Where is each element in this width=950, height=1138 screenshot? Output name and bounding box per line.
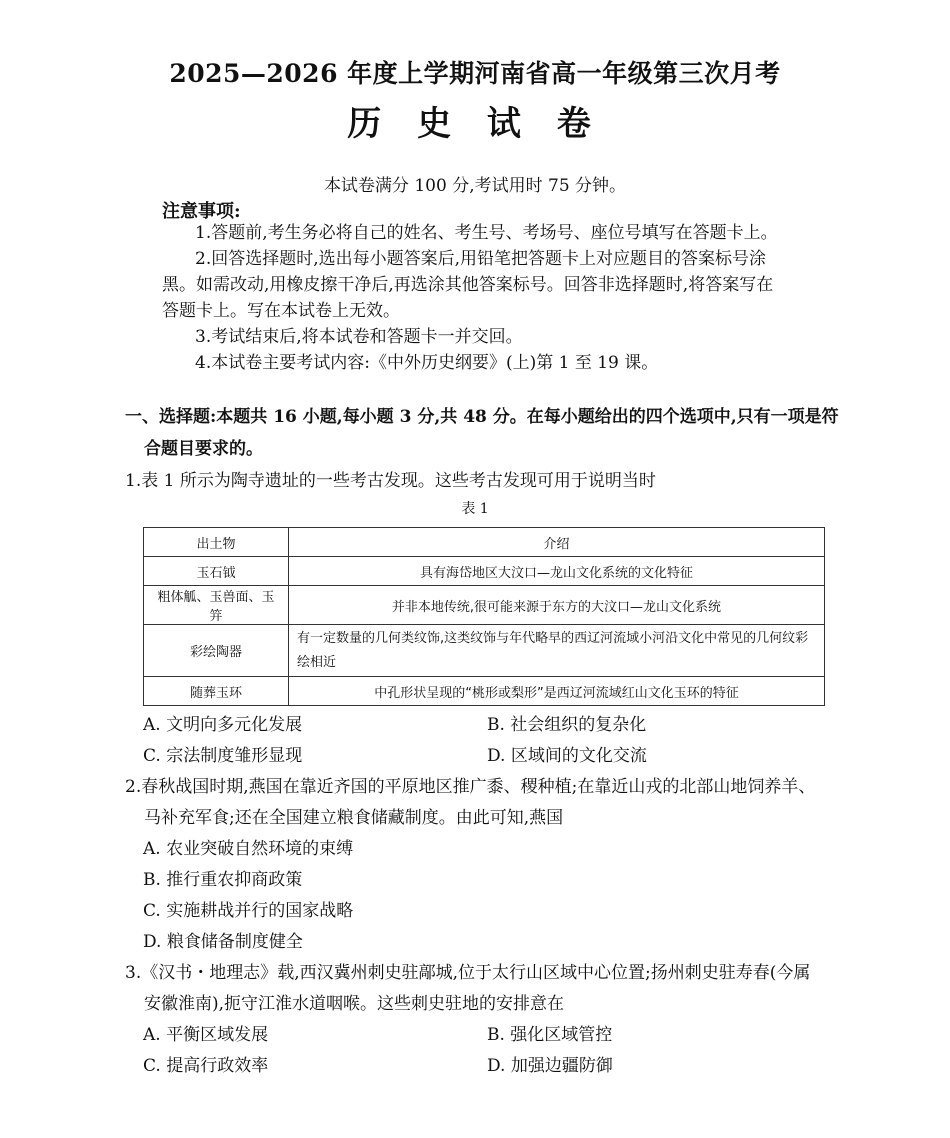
section-heading-line-2: 合题目要求的。 <box>144 439 263 459</box>
table-cell: 随葬玉环 <box>144 677 289 706</box>
table-row <box>144 625 825 677</box>
exam-meta: 本试卷满分 100 分,考试用时 75 分钟。 <box>323 176 627 196</box>
table-cell: 有一定数量的几何类纹饰,这类纹饰与年代略早的西辽河流域小河沿文化中常见的几何纹彩绘相近 <box>289 625 825 677</box>
table-row <box>144 586 825 625</box>
q1-option-a: A. 文明向多元化发展 <box>143 715 303 735</box>
q3-option-b: B. 强化区域管控 <box>487 1025 613 1045</box>
q3-option-c: C. 提高行政效率 <box>143 1056 269 1076</box>
notice-line-3: 黑。如需改动,用橡皮擦干净后,再选涂其他答案标号。回答非选择题时,将答案写在 <box>162 275 774 295</box>
q1-option-b: B. 社会组织的复杂化 <box>487 715 647 735</box>
table-1 <box>143 527 825 706</box>
q2-option-d: D. 粮食储备制度健全 <box>143 932 303 952</box>
table-cell: 粗体觚、玉兽面、玉笄 <box>144 586 289 625</box>
q1-option-d: D. 区域间的文化交流 <box>487 746 647 766</box>
table-row <box>144 557 825 586</box>
table-cell: 彩绘陶器 <box>144 625 289 677</box>
page-title: 历 史 试 卷 <box>347 104 603 144</box>
q2-option-c: C. 实施耕战并行的国家战略 <box>143 901 354 921</box>
q3-option-d: D. 加强边疆防御 <box>487 1056 613 1076</box>
q3-option-a: A. 平衡区域发展 <box>143 1025 269 1045</box>
notice-title: 注意事项: <box>162 201 241 222</box>
q2-option-a: A. 农业突破自然环境的束缚 <box>143 839 354 859</box>
table-header-cell: 出土物 <box>144 528 289 557</box>
notice-line-1: 1.答题前,考生务必将自己的姓名、考生号、考场号、座位号填写在答题卡上。 <box>195 223 778 243</box>
question-2-stem-line-1: 2.春秋战国时期,燕国在靠近齐国的平原地区推广黍、稷种植;在靠近山戎的北部山地饲养羊、 <box>125 777 816 797</box>
exam-header: 2025—2026 年度上学期河南省高一年级第三次月考 <box>169 59 781 88</box>
question-2-stem-line-2: 马补充军食;还在全国建立粮食储藏制度。由此可知,燕国 <box>144 808 564 828</box>
question-3-stem-line-1: 3.《汉书・地理志》载,西汉冀州刺史驻鄗城,位于太行山区域中心位置;扬州刺史驻寿春(今属 <box>125 963 811 983</box>
table-header-cell: 介绍 <box>289 528 825 557</box>
notice-line-2: 2.回答选择题时,选出每小题答案后,用铅笔把答题卡上对应题目的答案标号涂 <box>195 249 767 269</box>
question-3-stem-line-2: 安徽淮南),扼守江淮水道咽喉。这些刺史驻地的安排意在 <box>144 994 565 1014</box>
table-cell: 玉石钺 <box>144 557 289 586</box>
notice-line-5: 3.考试结束后,将本试卷和答题卡一并交回。 <box>195 327 523 347</box>
table-cell: 具有海岱地区大汶口—龙山文化系统的文化特征 <box>289 557 825 586</box>
notice-line-4: 答题卡上。写在本试卷上无效。 <box>162 301 400 321</box>
table-caption: 表 1 <box>461 501 489 517</box>
table-row <box>144 677 825 706</box>
table-cell: 并非本地传统,很可能来源于东方的大汶口—龙山文化系统 <box>289 586 825 625</box>
section-heading-line-1: 一、选择题:本题共 16 小题,每小题 3 分,共 48 分。在每小题给出的四个选项中,只有一项是符 <box>125 407 839 427</box>
q2-option-b: B. 推行重农抑商政策 <box>143 870 303 890</box>
table-cell: 中孔形状呈现的“桃形或梨形”是西辽河流域红山文化玉环的特征 <box>289 677 825 706</box>
table-header-row <box>144 528 825 557</box>
notice-line-6: 4.本试卷主要考试内容:《中外历史纲要》(上)第 1 至 19 课。 <box>195 353 659 373</box>
question-1-stem: 1.表 1 所示为陶寺遗址的一些考古发现。这些考古发现可用于说明当时 <box>125 471 656 491</box>
q1-option-c: C. 宗法制度雏形显现 <box>143 746 303 766</box>
